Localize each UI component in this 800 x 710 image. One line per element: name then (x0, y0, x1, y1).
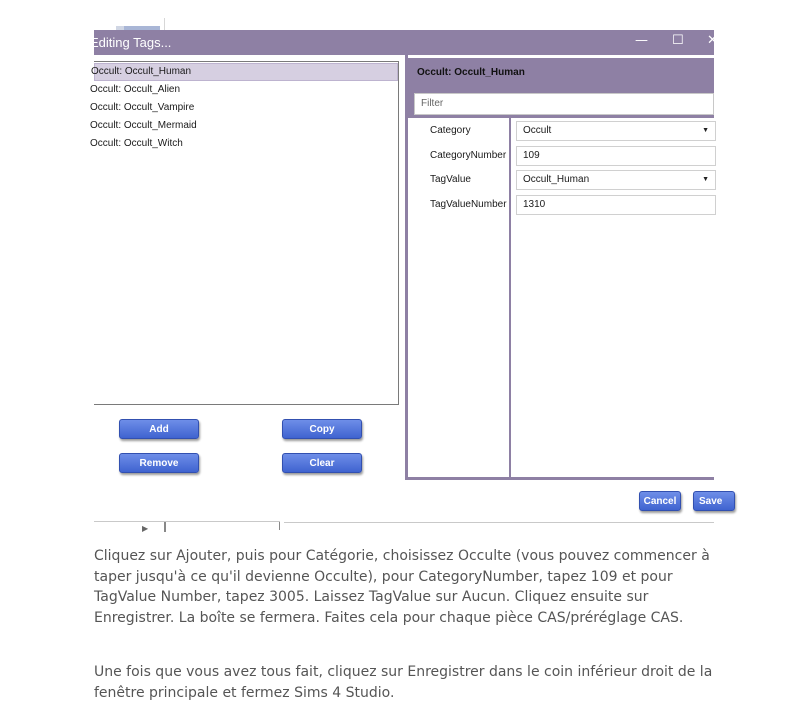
tag-list-item[interactable]: Occult: Occult_Vampire (90, 102, 195, 113)
tag-list[interactable] (90, 61, 399, 405)
editing-tags-dialog (90, 55, 723, 523)
tag-detail-header (408, 58, 714, 118)
remove-button[interactable]: Remove (119, 453, 199, 473)
category-value: Occult (523, 125, 552, 136)
copy-button[interactable]: Copy (282, 419, 362, 439)
tag-value-select[interactable] (516, 170, 716, 190)
add-button[interactable]: Add (119, 419, 199, 439)
category-number-field[interactable] (516, 146, 716, 166)
tag-value-number-field[interactable] (516, 195, 716, 215)
close-icon[interactable]: ✕ (707, 33, 718, 48)
category-number-label: CategoryNumber (430, 150, 507, 161)
divider (279, 522, 280, 530)
cancel-button[interactable]: Cancel (639, 491, 681, 511)
category-number-value: 109 (523, 150, 540, 161)
category-label: Category (430, 125, 471, 136)
screenshot-region (90, 0, 723, 535)
dropdown-arrow-icon[interactable]: ▼ (702, 127, 709, 134)
property-grid-splitter[interactable] (509, 118, 511, 477)
tag-list-item[interactable]: Occult: Occult_Mermaid (90, 120, 197, 131)
tag-list-item[interactable]: Occult: Occult_Human (94, 63, 398, 81)
tag-value-number-label: TagValueNumber (430, 199, 507, 210)
dialog-title: Editing Tags... (90, 35, 172, 50)
tag-value-value: Occult_Human (523, 174, 590, 185)
tag-list-item[interactable]: Occult: Occult_Witch (90, 138, 183, 149)
dialog-titlebar (90, 30, 718, 55)
save-button[interactable]: Save (693, 491, 735, 511)
category-select[interactable] (516, 121, 716, 141)
play-icon[interactable]: ▶ (142, 524, 149, 533)
tag-list-item[interactable]: Occult: Occult_Alien (90, 84, 181, 95)
maximize-icon[interactable]: ☐ (672, 33, 684, 48)
instruction-paragraph: Une fois que vous avez tous fait, cliquez sur Enregistrer dans le coin inférieur droit de la fenêtre principale et fermez Sims 4 Studio. (94, 664, 713, 701)
tag-detail-title: Occult: Occult_Human (417, 67, 525, 78)
divider (94, 521, 280, 522)
dropdown-arrow-icon[interactable]: ▼ (702, 176, 709, 183)
tag-detail-panel (405, 55, 714, 480)
minimize-icon[interactable]: — (635, 33, 648, 48)
divider (284, 522, 714, 523)
filter-input[interactable]: Filter (414, 93, 714, 115)
tag-value-number-value: 1310 (523, 199, 546, 210)
tag-value-label: TagValue (430, 174, 471, 185)
main-window-status-strip (94, 521, 714, 535)
instruction-paragraph: Cliquez sur Ajouter, puis pour Catégorie, choisissez Occulte (vous pouvez commencer à taper jusqu'à ce qu'il devienne Occulte), pour CategoryNumber, tapez 109 et pour TagValue Number, tapez 3005. Laissez TagValue sur Aucun. Cliquez ensuite sur Enregistrer. La boîte se fermera. Faites cela pour chaque pièce CAS/préréglage CAS. (94, 548, 710, 626)
pause-icon[interactable] (164, 522, 166, 532)
clear-button[interactable]: Clear (282, 453, 362, 473)
